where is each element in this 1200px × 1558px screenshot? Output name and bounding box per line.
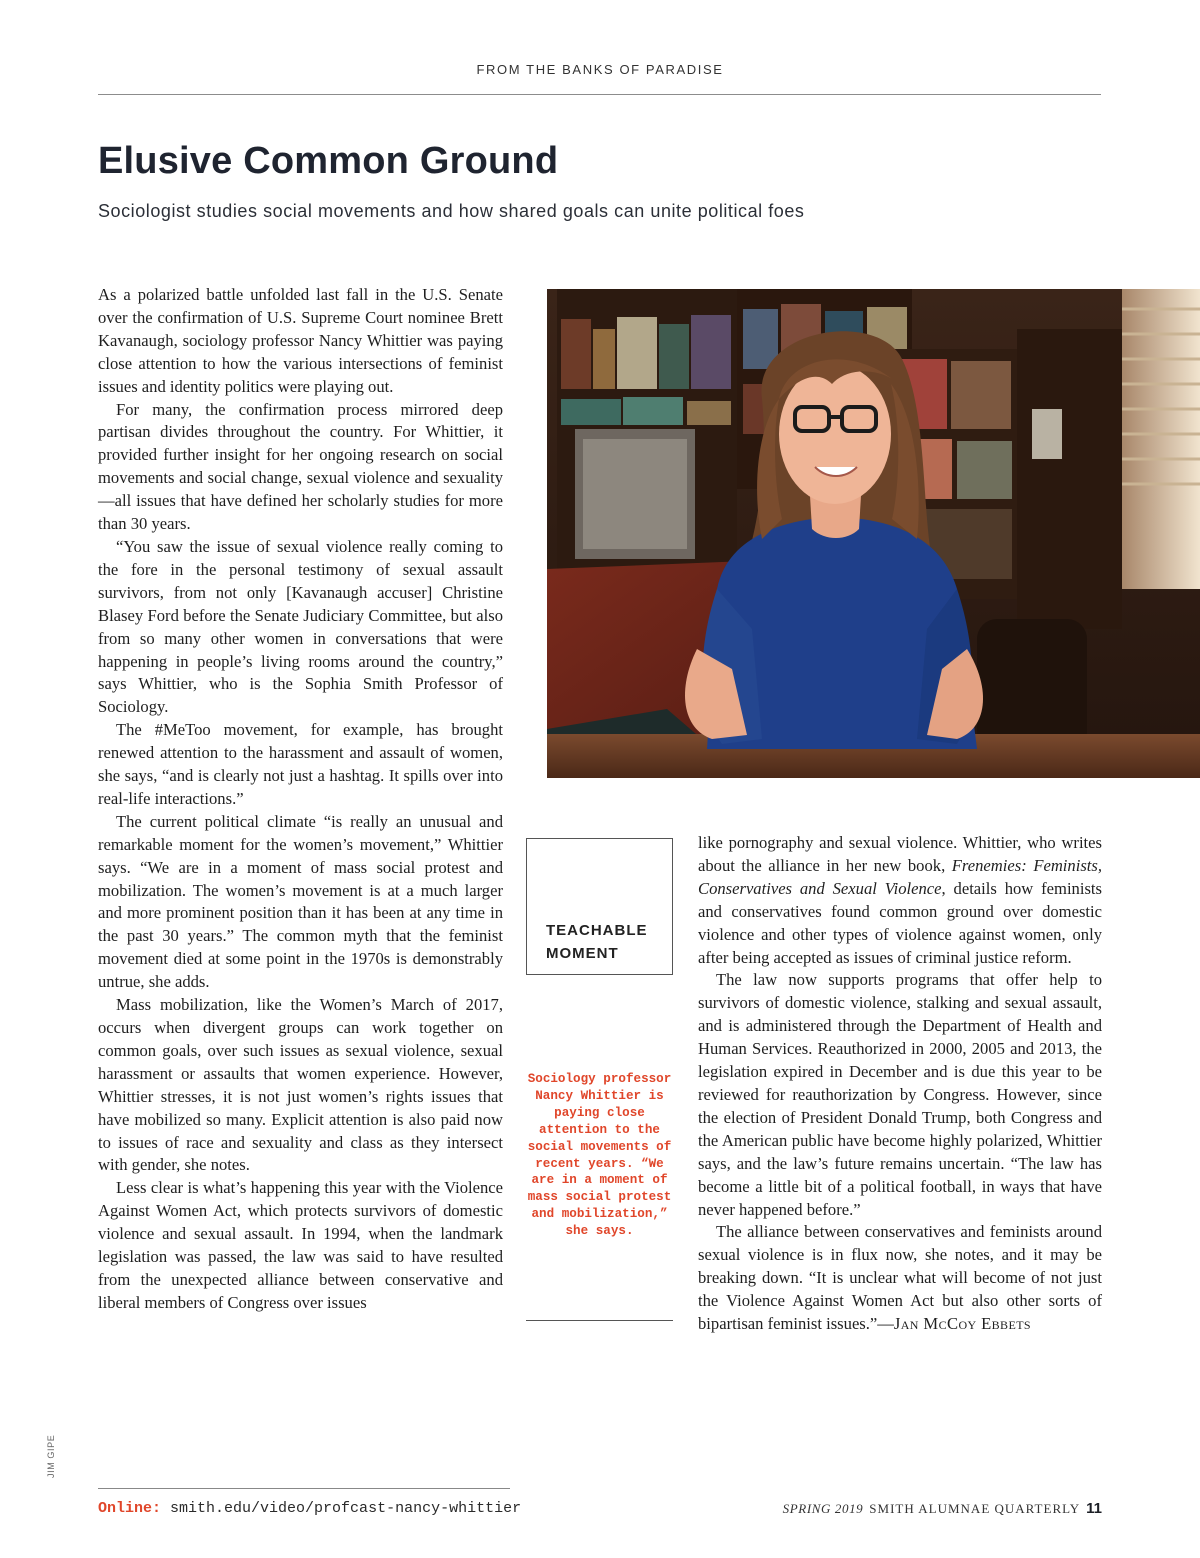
article-body-left-column: [98, 284, 503, 1315]
body-paragraph: The law now supports programs that offer help to survivors of domestic violence, stalking and sexual assault, and is administered through the Department of Health and Human Services. Reauthorized in 2000, 2005 and 2013, the legislation expired in December and is due this year to be reviewed for reauthorization by Congress. However, since the election of President Donald Trump, both Congress and the American public have become highly polarized, Whittier says, and the law’s future remains uncertain. “The law has become a little bit of a political football, in ways that have never happened before.”: [698, 970, 1102, 1219]
online-url-link[interactable]: smith.edu/video/profcast-nancy-whittier: [170, 1500, 522, 1517]
online-label: Online:: [98, 1500, 162, 1517]
body-paragraph: The current political climate “is really an unusual and remarkable moment for the women’s movement,” Whittier says. “We are in a moment of mass social protest and mobilization. The women’s movement is at a much larger and more prominent position than it has been at any time in the past 30 years.” The common myth that the feminist movement died at some point in the 1970s is demonstrably untrue, she adds.: [98, 811, 503, 992]
bottom-divider: [98, 1488, 510, 1489]
online-link-line: [98, 1500, 521, 1517]
top-divider: [98, 94, 1101, 95]
article-body-right-column: [698, 832, 1102, 1336]
article-title: Elusive Common Ground: [98, 140, 559, 182]
teachable-moment-label: TEACHABLE MOMENT: [546, 922, 648, 962]
book-title: Frenemies: Feminists, Conservatives and Sexual Violence: [698, 855, 1102, 898]
portrait-photo: [547, 289, 1200, 778]
page-number: 11: [1086, 1500, 1102, 1517]
body-paragraph: Mass mobilization, like the Women’s March of 2017, occurs when divergent groups can work together on common goals, over such issues as sexual violence, sexual harassment or assaults that women experience. However, Whittier stresses, it is not just women’s rights issues that have mobilized so many. Explicit attention is also paid now to issues of race and sexuality and class as they intersect with gender, she notes.: [98, 995, 503, 1175]
issue-season: SPRING 2019: [782, 1501, 864, 1516]
photo-credit: JIM GIPE: [46, 1434, 56, 1478]
page-footer: [783, 1500, 1102, 1517]
pull-quote-divider: [526, 1320, 673, 1321]
article-deck: Sociologist studies social movements and how shared goals can unite political foes: [98, 201, 805, 221]
body-paragraph: The #MeToo movement, for example, has brought renewed attention to the harassment and assault of women, she says, “and is clearly not just a hashtag. It spills over into real-life interactions.”: [98, 720, 503, 808]
body-paragraph: like pornography and sexual violence. Whittier, who writes about the alliance in her new book, Frenemies: Feminists, Conservatives and Sexual Violence, details how feminists and conservatives found common ground over domestic violence and other types of violence against women, only after being accepted as issues of criminal justice reform.: [698, 833, 1102, 967]
body-paragraph: “You saw the issue of sexual violence really coming to the fore in the personal testimony of sexual assault survivors, from not only [Kavanaugh accuser] Christine Blasey Ford before the Senate Judiciary Committee, but also from so many other women in conversations that were happening in people’s living rooms around the country,” says Whittier, who is the Sophia Smith Professor of Sociology.: [98, 536, 503, 717]
body-paragraph: The alliance between conservatives and feminists around sexual violence is in flux now, she notes, and it may be breaking down. “It is unclear what will become of not just the Violence Against Women Act but also other sorts of bipartisan feminist issues.”—Jan McCoy Ebbets: [698, 1222, 1102, 1334]
body-paragraph: Less clear is what’s happening this year with the Violence Against Women Act, which protects survivors of domestic violence and sexual assault. In 1994, when the landmark legislation was passed, the law was said to have resulted from the unexpected alliance between conservative and liberal members of Congress over issues: [98, 1178, 503, 1312]
author-byline: Jan McCoy Ebbets: [893, 1314, 1031, 1334]
section-kicker: FROM THE BANKS OF PARADISE: [476, 62, 724, 77]
body-paragraph: For many, the confirmation process mirrored deep partisan divides throughout the country. For Whittier, it provided further insight for her ongoing research on social movements and social change, sexual violence and sexuality—all issues that have defined her scholarly studies for more than 30 years.: [98, 399, 503, 534]
teachable-moment-box: [526, 838, 673, 975]
pull-quote: Sociology professor Nancy Whittier is paying close attention to the social movements of recent years. “We are in a moment of mass social protest and mobilization,” she says.: [527, 1072, 672, 1239]
body-paragraph: As a polarized battle unfolded last fall in the U.S. Senate over the confirmation of U.S. Supreme Court nominee Brett Kavanaugh, sociology professor Nancy Whittier was paying close attention to how the various intersections of feminist issues and identity politics were playing out.: [98, 285, 503, 396]
magazine-name: SMITH ALUMNAE QUARTERLY: [869, 1501, 1081, 1516]
